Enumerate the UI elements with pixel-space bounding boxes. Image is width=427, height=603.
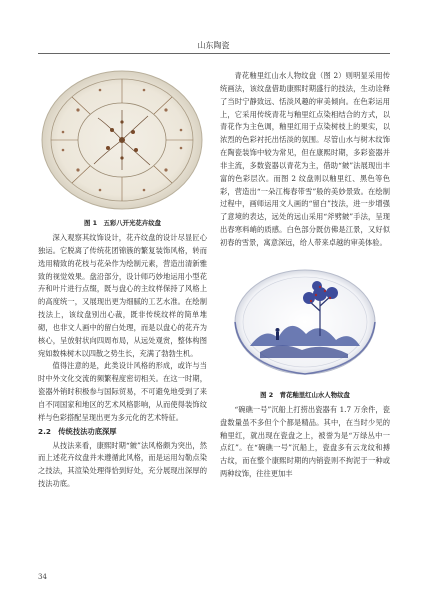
right-paragraph-1: 青花釉里红山水人物纹盘（图 2）则明显采用传统画法，该纹盘借助康熙时期盛行的技法，生动诠释了当时宁静致远、恬淡风趣的审美倾向。在色彩运用上，它采用传统青花与釉里红点染相结合的方式，以青花作为主色调，釉里红用于点染树枝上的果实，以浓烈的色彩衬托出恬淡的氛围。尽管山水与树木纹饰在陶瓷装饰中较为常见，但在康熙时期，多彩瓷器并非主流，多数瓷器以青花为主，借助“皴”法展现出丰富的色彩层次。而图 2 纹盘则以釉里红、黑色等色彩，营造出“一朵江梅春带雪”般的美妙景致。在绘制过程中，画师运用文人画的“留白”技法，进一步增强了意境的表达，远处的远山采用“斧劈皴”手法，呈现出春寒料峭的质感。白色部分既仿佛是江景，又好似初春的雪景，寓意深远，给人带来卓越的审美体验。 — [220, 71, 390, 247]
left-column — [38, 70, 207, 491]
header-title: 山东陶瓷 — [197, 41, 230, 50]
right-paragraph-2: “碗礁一号”沉船上打捞出瓷器有 1.7 万余件，瓷盘数量虽不多但个个都是精品。其中，在当时少见的釉里红，就出现在瓷盘之上，被誉为是“万绿丛中一点红”。在“碗礁一号”沉船上，瓷盘多有云龙纹和搏古纹，而在整个康熙时期的内销瓷则不拘泥于一种或两种纹饰，往往更加丰 — [220, 404, 390, 479]
left-paragraph-2: 值得注意的是，此类设计风格的形成，或许与当时中外文化交流的频繁程度密切相关。在这一时期，瓷器外销时积极参与国际贸易，不可避免地受到了来自不同国家和地区的艺术风格影响，从而使得装饰纹样与色彩搭配呈现出更为多元化的艺术特征。 — [38, 361, 207, 422]
left-paragraph-3: 从技法来看，康熙时期“皴”法风格颇为突出，然而上述花卉纹盘并未遵循此风格，而是运用勾勒点染之技法，其渲染处理得恰到好处，充分展现出深厚的技法功底。 — [38, 440, 207, 489]
figure2-caption: 图 2 青花釉里红山水人物纹盘 — [260, 390, 350, 399]
figure1-caption: 图 1 五彩八开光花卉纹盘 — [84, 219, 161, 227]
section-heading: 2.2 传统技法功底深厚 — [38, 426, 117, 436]
figure2-plate-image — [220, 256, 390, 384]
figure1-plate-image — [38, 70, 207, 211]
header-rule — [38, 53, 390, 54]
page-number: 34 — [38, 573, 47, 581]
right-column — [220, 70, 390, 481]
left-paragraph-1: 深入观察其纹饰设计，花卉纹盘的设计尽显匠心独运。它脱离了传统花团锦簇的繁复装饰风格，转而选用精致的花枝与花朵作为绘制元素，营造出清新雅致的视觉效果。盘沿部分，设计师巧妙地运用小型花卉和叶片进行点缀，既与盘心的主纹样保持了风格上的高度统一，又展现出更为细腻的工艺水准。在绘制技法上，该纹盘别出心裁，既非传统纹样的简单堆砌，也非文人画中的留白处理，而是以盘心的花卉为核心，呈放射状向四周布局，从远处观赏，整体构图宛如数株树木以四散之势生长，充满了勃勃生机。 — [38, 233, 207, 358]
